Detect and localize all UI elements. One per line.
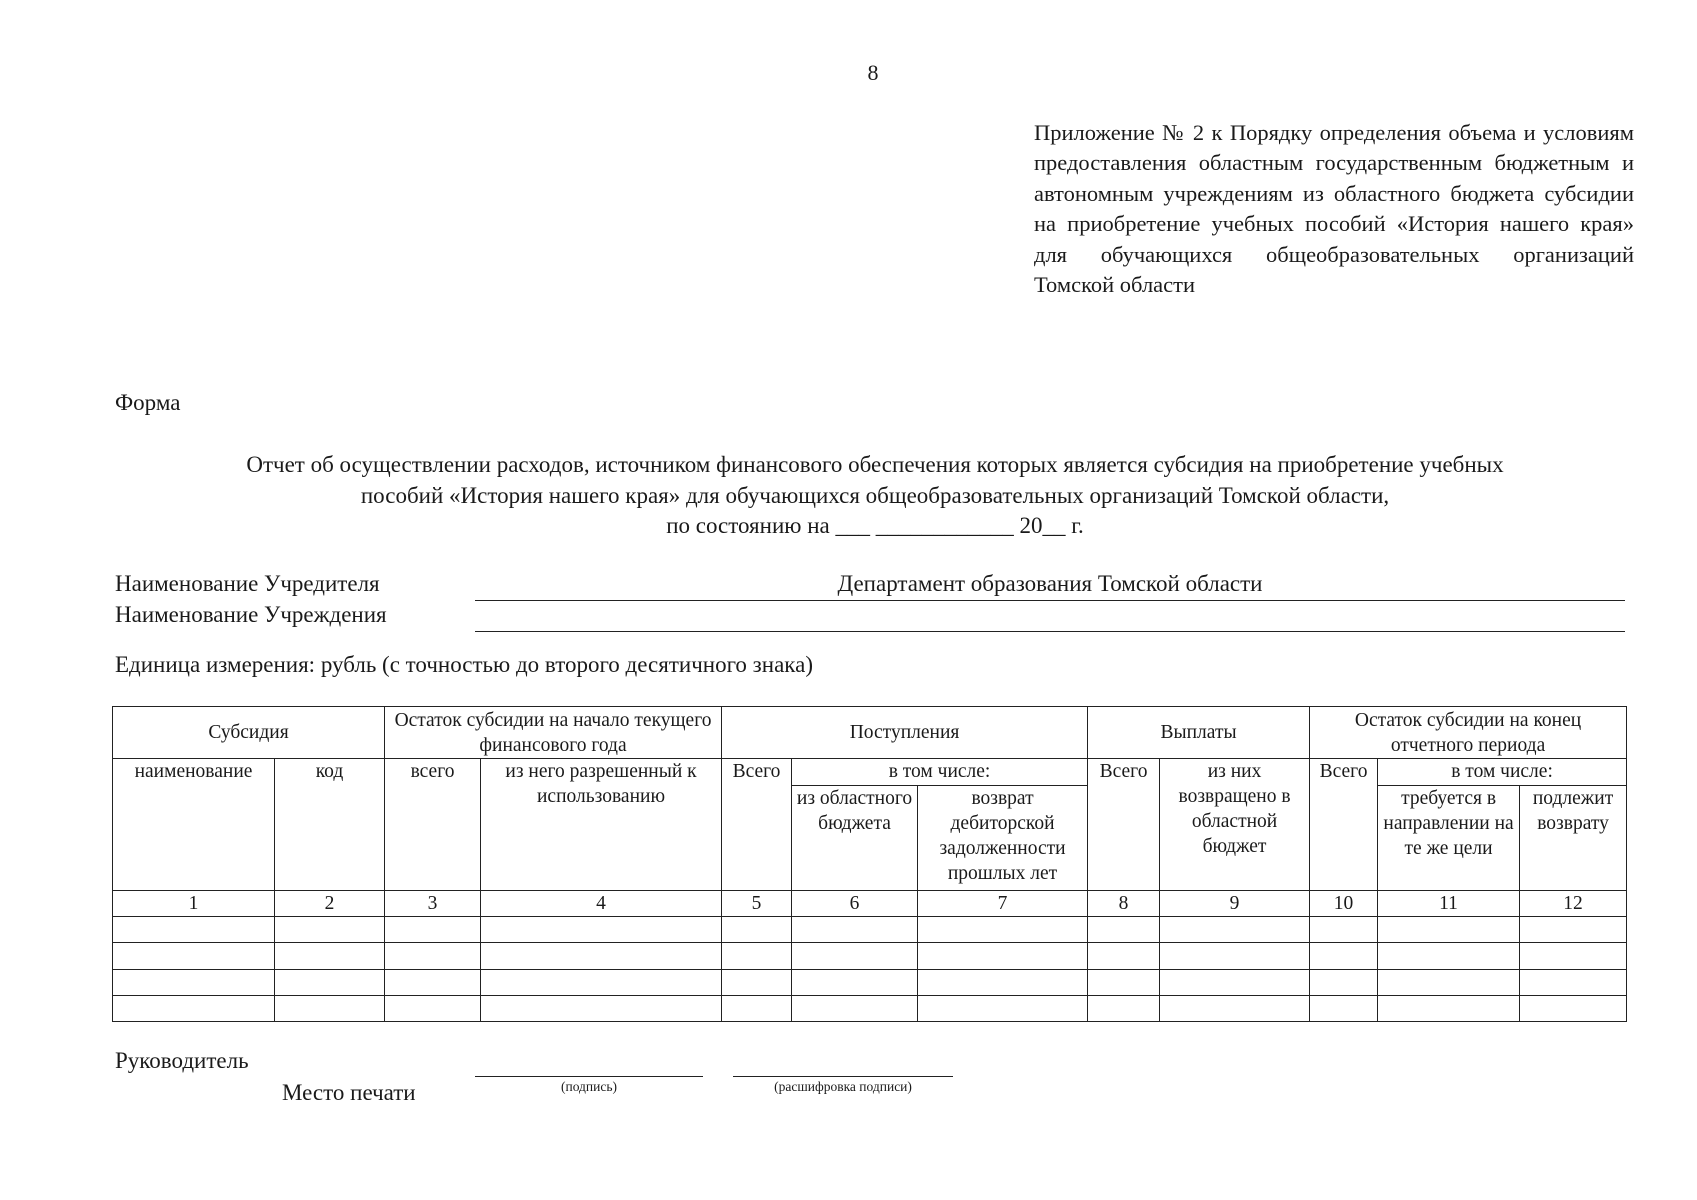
table-cell[interactable] bbox=[481, 943, 722, 969]
table-cell[interactable] bbox=[1310, 943, 1378, 969]
page-number: 8 bbox=[867, 60, 879, 85]
header-receipts-total: Всего bbox=[722, 759, 792, 891]
table-row bbox=[113, 995, 1627, 1021]
table-cell[interactable] bbox=[792, 969, 918, 995]
table-cell[interactable] bbox=[918, 917, 1088, 943]
form-label: Форма bbox=[115, 390, 181, 415]
report-table bbox=[112, 706, 1627, 1022]
header-balance-start: Остаток субсидии на начало текущего финансового года bbox=[385, 707, 722, 759]
table-cell[interactable] bbox=[918, 943, 1088, 969]
table-cell[interactable] bbox=[1520, 969, 1627, 995]
report-title-line-2: пособий «История нашего края» для обучающихся общеобразовательных организаций Томской области, bbox=[360, 482, 1390, 508]
table-cell[interactable] bbox=[1160, 995, 1310, 1021]
header-from-budget: из областного бюджета bbox=[792, 786, 918, 891]
table-cell[interactable] bbox=[722, 917, 792, 943]
signature-line[interactable] bbox=[475, 1076, 703, 1077]
table-cell[interactable] bbox=[1378, 969, 1520, 995]
table-cell[interactable] bbox=[275, 969, 385, 995]
report-title-line-1: Отчет об осуществлении расходов, источником финансового обеспечения которых является субсидия на приобретение учебных bbox=[246, 452, 1504, 477]
table-cell[interactable] bbox=[792, 917, 918, 943]
table-cell[interactable] bbox=[792, 943, 918, 969]
header-payments-total: Всего bbox=[1088, 759, 1160, 891]
table-row bbox=[113, 969, 1627, 995]
header-name: наименование bbox=[113, 759, 275, 891]
table-cell[interactable] bbox=[1378, 995, 1520, 1021]
table-row bbox=[113, 917, 1627, 943]
table-cell[interactable] bbox=[481, 969, 722, 995]
table-cell[interactable] bbox=[918, 995, 1088, 1021]
header-returned: из них возвращено в областной бюджет bbox=[1160, 759, 1310, 891]
table-cell[interactable] bbox=[1520, 943, 1627, 969]
column-number: 8 bbox=[1088, 891, 1160, 917]
founder-label: Наименование Учредителя bbox=[115, 571, 380, 596]
table-cell[interactable] bbox=[1088, 995, 1160, 1021]
column-number: 5 bbox=[722, 891, 792, 917]
table-cell[interactable] bbox=[918, 969, 1088, 995]
institution-label: Наименование Учреждения bbox=[115, 602, 387, 627]
table-cell[interactable] bbox=[1088, 969, 1160, 995]
table-cell[interactable] bbox=[1088, 943, 1160, 969]
table-cell[interactable] bbox=[1310, 917, 1378, 943]
header-balance-end: Остаток субсидии на конец отчетного периода bbox=[1310, 707, 1627, 759]
signature-caption: (подпись) bbox=[560, 1079, 618, 1094]
report-title bbox=[115, 450, 1635, 542]
table-cell[interactable] bbox=[113, 917, 275, 943]
table-cell[interactable] bbox=[1378, 917, 1520, 943]
founder-value[interactable]: Департамент образования Томской области bbox=[837, 571, 1263, 596]
column-number: 6 bbox=[792, 891, 918, 917]
table-row bbox=[113, 943, 1627, 969]
table-cell[interactable] bbox=[1160, 917, 1310, 943]
header-end-total: Всего bbox=[1310, 759, 1378, 891]
column-number: 3 bbox=[385, 891, 481, 917]
head-label: Руководитель bbox=[115, 1048, 249, 1073]
table-cell[interactable] bbox=[113, 969, 275, 995]
column-number: 12 bbox=[1520, 891, 1627, 917]
table-cell[interactable] bbox=[1310, 995, 1378, 1021]
header-to-return: подлежит возврату bbox=[1520, 786, 1627, 891]
table-cell[interactable] bbox=[1520, 995, 1627, 1021]
column-number: 1 bbox=[113, 891, 275, 917]
table-cell[interactable] bbox=[385, 995, 481, 1021]
table-cell[interactable] bbox=[1088, 917, 1160, 943]
table-cell[interactable] bbox=[385, 917, 481, 943]
table-cell[interactable] bbox=[722, 969, 792, 995]
column-number: 11 bbox=[1378, 891, 1520, 917]
table-cell[interactable] bbox=[113, 943, 275, 969]
column-number: 9 bbox=[1160, 891, 1310, 917]
column-number: 4 bbox=[481, 891, 722, 917]
header-total: всего bbox=[385, 759, 481, 891]
signature-decoding-caption: (расшифровка подписи) bbox=[774, 1079, 912, 1094]
header-payments: Выплаты bbox=[1088, 707, 1310, 759]
header-allowed: из него разрешенный к использованию bbox=[481, 759, 722, 891]
institution-line bbox=[475, 605, 1625, 632]
unit-of-measure: Единица измерения: рубль (с точностью до второго десятичного знака) bbox=[115, 652, 813, 677]
table-cell[interactable] bbox=[1160, 943, 1310, 969]
header-end-including: в том числе: bbox=[1378, 759, 1627, 786]
table-cell[interactable] bbox=[385, 943, 481, 969]
table-cell[interactable] bbox=[722, 943, 792, 969]
table-cell[interactable] bbox=[481, 917, 722, 943]
appendix-note: Приложение № 2 к Порядку определения объема и условиям предоставления областным государственным бюджетным и автономным учреждениям из областного бюджета субсидии на приобретение учебных пособий «История нашего края» для обучающихся общеобразовательных организаций Томской области bbox=[1034, 120, 1634, 298]
column-number: 2 bbox=[275, 891, 385, 917]
table-cell[interactable] bbox=[792, 995, 918, 1021]
table-body bbox=[113, 917, 1627, 1022]
header-subsidy: Субсидия bbox=[113, 707, 385, 759]
table-cell[interactable] bbox=[1378, 943, 1520, 969]
table-cell[interactable] bbox=[1160, 969, 1310, 995]
header-receipts: Поступления bbox=[722, 707, 1088, 759]
table-cell[interactable] bbox=[113, 995, 275, 1021]
column-number: 10 bbox=[1310, 891, 1378, 917]
header-debt-return: возврат дебиторской задолженности прошлых лет bbox=[918, 786, 1088, 891]
table-cell[interactable] bbox=[385, 969, 481, 995]
column-number: 7 bbox=[918, 891, 1088, 917]
seal-label: Место печати bbox=[282, 1080, 416, 1105]
header-receipts-including: в том числе: bbox=[792, 759, 1088, 786]
table-cell[interactable] bbox=[1310, 969, 1378, 995]
table-cell[interactable] bbox=[481, 995, 722, 1021]
table-cell[interactable] bbox=[722, 995, 792, 1021]
table-cell[interactable] bbox=[275, 917, 385, 943]
header-needed: требуется в направлении на те же цели bbox=[1378, 786, 1520, 891]
table-cell[interactable] bbox=[275, 995, 385, 1021]
table-cell[interactable] bbox=[1520, 917, 1627, 943]
signature-decoding-line[interactable] bbox=[733, 1076, 953, 1077]
report-title-line-3: по состоянию на ___ ____________ 20__ г. bbox=[666, 513, 1084, 538]
header-code: код bbox=[275, 759, 385, 891]
table-cell[interactable] bbox=[275, 943, 385, 969]
